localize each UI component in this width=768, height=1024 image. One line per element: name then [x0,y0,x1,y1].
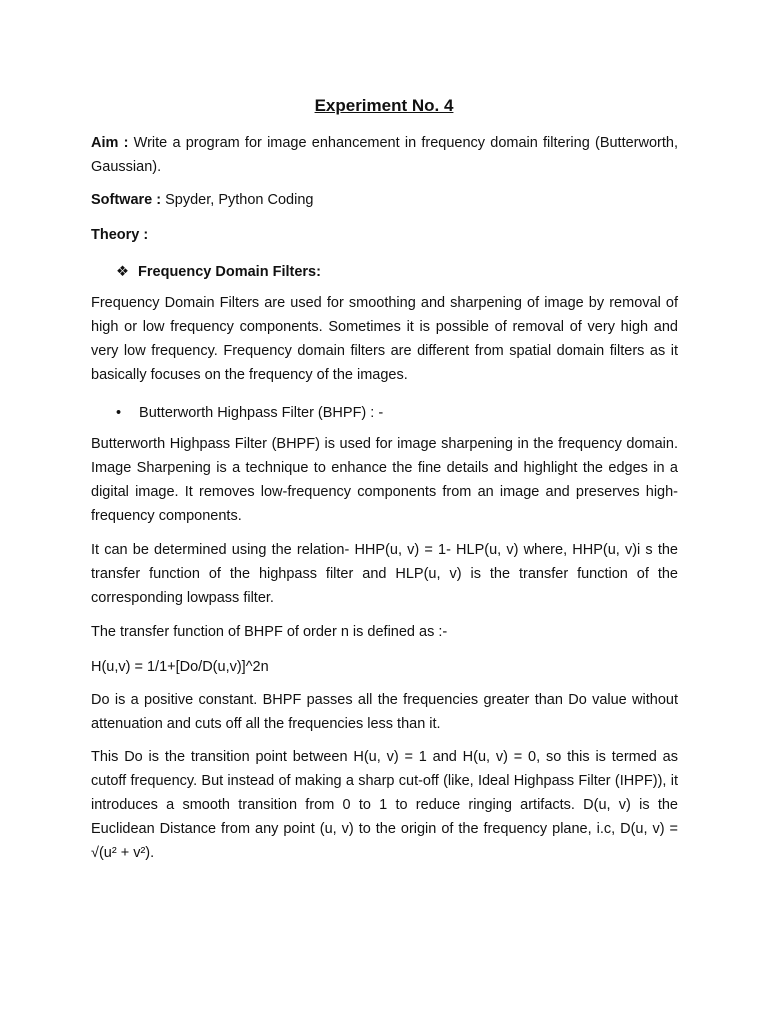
diamond-bullet-icon: ❖ [116,264,129,280]
paragraph-transfer-function: The transfer function of BHPF of order n is defined as :- [91,624,448,640]
section-heading-text: Frequency Domain Filters: [138,264,321,280]
formula-text: H(u,v) = 1/1+[Do/D(u,v)]^2n [91,659,269,675]
software-text: Spyder, Python Coding [165,192,314,208]
bullet-dot-icon: • [116,405,122,421]
paragraph-relation: It can be determined using the relation- HHP(u, v) = 1- HLP(u, v) where, HHP(u, v)i s the transfer function of the highpass filter and HLP(u, v) is the transfer function of the corresponding lowpass filter. [91,542,678,606]
paragraph-bhpf-description: Butterworth Highpass Filter (BHPF) is used for image sharpening in the frequency domain. Image Sharpening is a technique to enhance the fine details and highlight the edges in a digital image. It removes low-frequency components from an image and preserves high-frequency components. [91,436,678,524]
paragraph-do-constant: Do is a positive constant. BHPF passes all the frequencies greater than Do value without attenuation and cuts off all the frequencies less than it. [91,692,678,732]
theory-label: Theory : [91,227,149,243]
software-label: Software : [91,192,162,208]
section-heading [116,262,321,282]
paragraph-frequency-filters: Frequency Domain Filters are used for smoothing and sharpening of image by removal of high or low frequency components. Sometimes it is possible of removal of very high and very low frequency. Frequency domain filters are different from spatial domain filters as it basically focuses on the frequency of the images. [91,295,678,383]
aim-text: Write a program for image enhancement in frequency domain filtering (Butterworth, Gaussian). [91,135,678,175]
paragraph-cutoff: This Do is the transition point between H(u, v) = 1 and H(u, v) = 0, so this is termed as cutoff frequency. But instead of making a sharp cut-off (like, Ideal Highpass Filter (IHPF)), it introduces a smooth transition from 0 to 1 to reduce ringing artifacts. D(u, v) is the Euclidean Distance from any point (u, v) to the origin of the frequency plane, i.c, D(u, v) = √(u² + v²). [91,749,678,861]
aim-label: Aim : [91,135,129,151]
bullet-item-text: Butterworth Highpass Filter (BHPF) : - [139,405,384,421]
aim-paragraph [91,131,678,179]
bullet-item-bhpf [116,403,383,423]
software-paragraph [91,188,678,212]
page-title: Experiment No. 4 [314,96,454,115]
